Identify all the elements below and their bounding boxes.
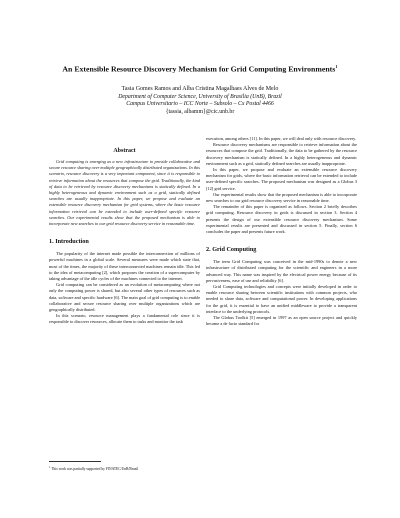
- section-heading-introduction: 1. Introduction: [49, 238, 89, 246]
- body-paragraph: Our experimental results show that the proposed mechanism is able to incorporate new searches to our grid resource discovery service in reasonable time.: [206, 191, 357, 204]
- title-footnote-mark: 1: [335, 64, 338, 69]
- intro-paragraph: Grid computing can be considered as an evolution of metacomputing where not only the computing power is shared, but also several other types of resources such as data, software and specific hardware [6]. The main goal of grid computing is to enable collaborative and secure resource sharing over multiple organizations which are geographically distributed.: [49, 282, 200, 313]
- grid-paragraph: The term Grid Computing was conceived in the mid-1990s to denote a new infrastructure of distributed computing for the scientific and engineers in a more advanced way. This name was inspired by the electrical power energy because of its pervasiveness, ease of use and reliability [6].: [206, 259, 357, 283]
- intro-paragraph: In this scenario, resource management plays a fundamental role since it is responsible to discover resources, allocate them to tasks and monitor the task: [49, 313, 200, 325]
- intro-paragraph: The popularity of the internet made possible the interconnection of millions of powerful machines in a global scale. Several measures were made which state that, most of the times, the majority of these interconnected machines remain idle. This led to the idea of metacomputing [2], which proposes the creation of a supercomputer by taking advantage of the idle cycles of the machines connected to the internet.: [49, 251, 200, 282]
- affiliation-address: Campus Universitario – ICC Norte – Subsolo – Cx Postal 4466: [126, 101, 274, 108]
- grid-paragraph: Grid Computing technologies and concepts were initially developed in order to enable resource sharing between scientific institutions with common projects, who needed to share data, software and computational power. In developing applications for the grid, it is essential to have an unified middleware to provide a transparent interface to the underlying protocols.: [206, 284, 357, 314]
- body-paragraph: execution, among others [11]. In this paper, we will deal only with resource discovery.: [206, 136, 357, 141]
- body-paragraph: The remainder of this paper is organized as follows. Section 2 briefly describes grid computing. Resource discovery in grids is discussed in section 3. Section 4 presents the design of our extensible resource discovery mechanism. Some experimental results are presented and discussed in section 5. Finally, section 6 concludes the paper and presents future work.: [206, 204, 357, 235]
- body-paragraph: In this paper, we propose and evaluate an extensible resource discovery mechanism for grids, where the basic information retrieval can be extended to include user-defined specific searches. The proposed mechanism was designed as a Globus 3 [12] grid service.: [206, 167, 357, 191]
- grid-paragraph: The Globus Toolkit [5] emerged in 1997 as an open source project and quickly became a de facto standard for: [206, 315, 357, 327]
- footnote-mark: 1: [49, 465, 51, 469]
- right-column: [206, 136, 357, 327]
- footnote-divider: [49, 461, 101, 462]
- body-paragraph: Resource discovery mechanisms are responsible to retrieve information about the resources that compose the grid. Traditionally, the data to be gathered by the resource discovery mechanism is statically defined. In a highly heterogeneous and dynamic environment such as a grid, statically defined searches are usually inappropriate.: [206, 142, 357, 166]
- title-text: An Extensible Resource Discovery Mechanism for Grid Computing Environments: [62, 64, 336, 74]
- affiliation-department: Department of Computer Science, University of Brasilia (UnB), Brazil: [118, 93, 282, 100]
- paper-title: [24, 62, 376, 74]
- author-emails: {tassia, albamm}@cic.unb.br: [165, 108, 235, 115]
- author-names: Tasia Gomes Ramos and Alba Cristina Magalhaes Alves de Melo: [121, 86, 279, 92]
- footnote: [49, 465, 200, 472]
- section-heading-grid-computing: 2. Grid Computing: [206, 246, 257, 254]
- abstract-text: Grid computing is emerging as a new infrastructure to provide collaborative and secure resource sharing over multiple geographically distributed organizations. In this scenario, resource discovery is a very important component, since it is responsible to retrieve information about the resources that compose the grid. Traditionally, the kind of data to be retrieved by resource discovery mechanisms is statically defined. In a highly heterogeneous and dynamic environment such as a grid, statically defined searches are usually inappropriate. In this paper, we propose and evaluate an extensible resource discovery mechanism for grid systems, where the basic resource information retrieval can be extended to include user-defined specific resource searches. Our experimental results show that the proposed mechanism is able to incorporate new searches to our grid resource discovery service in reasonable time.: [49, 159, 200, 227]
- footnote-text: This work was partially supported by FINATEC/UnB/Brazil: [50, 467, 139, 472]
- author-block: [50, 86, 350, 116]
- left-column: [49, 148, 200, 326]
- abstract-heading: Abstract: [113, 148, 136, 154]
